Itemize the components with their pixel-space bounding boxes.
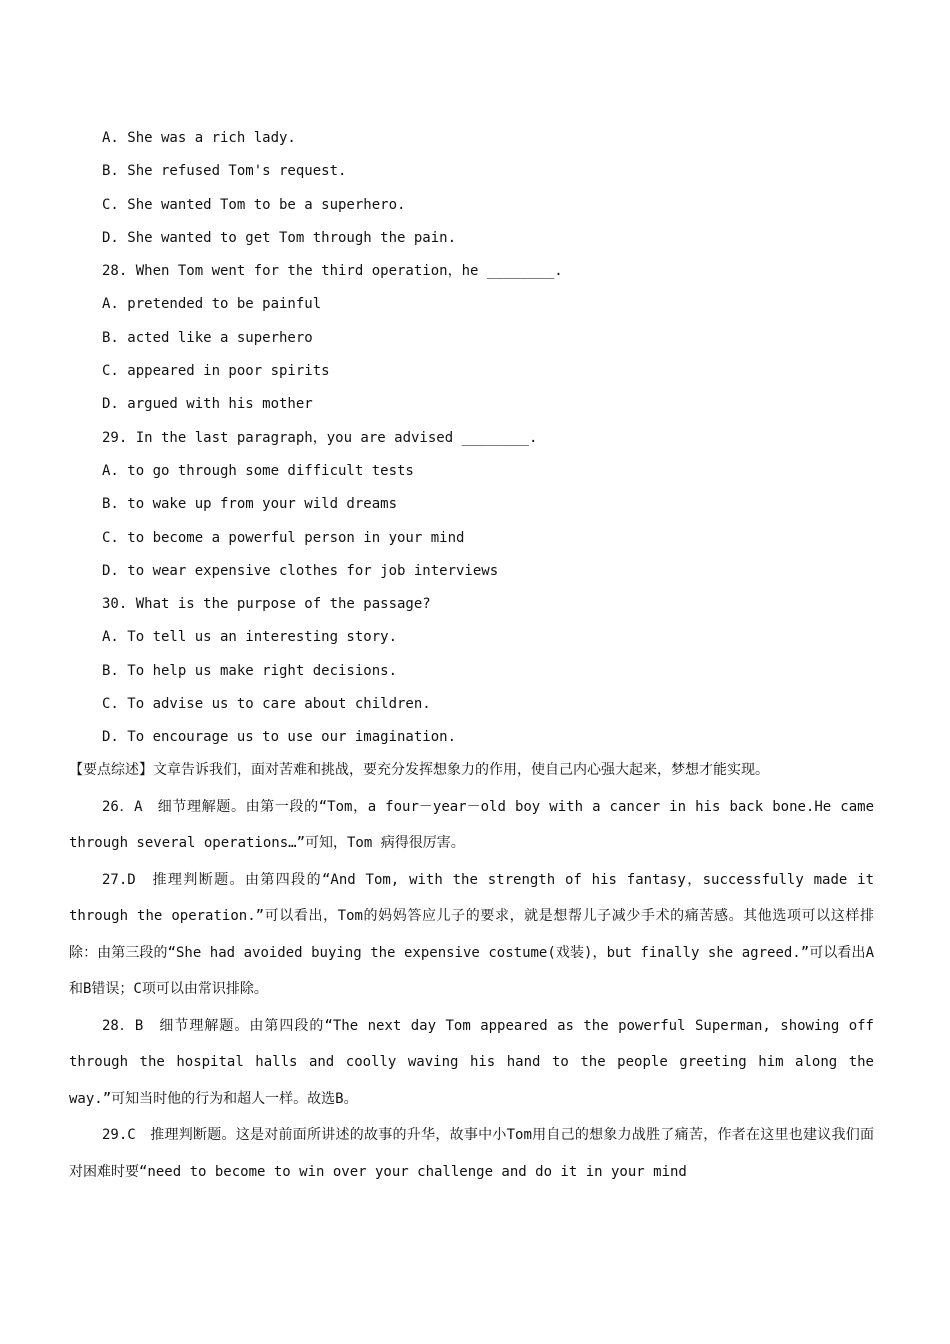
summary-text: 文章告诉我们，面对苦难和挑战，要充分发挥想象力的作用，使自己内心强大起来，梦想才能实现。	[153, 762, 769, 778]
question-30: 30. What is the purpose of the passage?	[102, 596, 431, 613]
option-line: D. argued with his mother	[102, 396, 313, 413]
option-line: C. She wanted Tom to be a superhero.	[102, 196, 406, 213]
summary-heading: 【要点综述】	[69, 762, 153, 778]
option-line: B. To help us make right decisions.	[102, 662, 398, 679]
option-line: B. acted like a superhero	[102, 329, 313, 346]
question-29: 29. In the last paragraph，you are advised ________.	[102, 429, 538, 446]
option-line: D. To encourage us to use our imagination.	[102, 729, 457, 746]
option-line: C. to become a powerful person in your mind	[102, 529, 465, 546]
answer-28: 28．B 细节理解题。由第四段的“The next day Tom appeared as the powerful Superman, showing off through the hospital halls and coolly waving his hand to the people greeting him along the way.”可知当时他的行为和超人一样。故选B。	[69, 1017, 874, 1107]
option-line: A. pretended to be painful	[102, 296, 322, 313]
option-line: A. She was a rich lady.	[102, 130, 296, 146]
answer-explanations	[69, 752, 874, 1190]
option-line: A. To tell us an interesting story.	[102, 629, 398, 646]
answer-27: 27.D 推理判断题。由第四段的“And Tom, with the strength of his fantasy，successfully made it through the operation.”可以看出，Tom的妈妈答应儿子的要求，就是想帮儿子减少手术的痛苦感。其他选项可以这样排除：由第三段的“She had avoided buying the expensive costume(戏装)，but finally she agreed.”可以看出A和B错误；C项可以由常识排除。	[69, 871, 874, 997]
option-line: D. to wear expensive clothes for job interviews	[102, 562, 499, 579]
question-options-block	[102, 122, 882, 755]
question-28: 28. When Tom went for the third operation，he ________.	[102, 263, 563, 280]
option-line: B. to wake up from your wild dreams	[102, 496, 398, 513]
answer-29: 29.C 推理判断题。这是对前面所讲述的故事的升华，故事中小Tom用自己的想象力战胜了痛苦，作者在这里也建议我们面对困难时要“need to become to win over your challenge and do it in your mind	[69, 1127, 874, 1180]
summary-paragraph	[69, 752, 874, 789]
option-line: C. appeared in poor spirits	[102, 363, 330, 380]
option-line: C. To advise us to care about children.	[102, 696, 431, 713]
option-line: A. to go through some difficult tests	[102, 462, 414, 479]
option-line: B. She refused Tom's request.	[102, 163, 347, 180]
option-line: D. She wanted to get Tom through the pain.	[102, 229, 457, 246]
answer-26: 26．A 细节理解题。由第一段的“Tom，a four－year－old boy with a cancer in his back bone.He came through several operations…”可知，Tom 病得很厉害。	[69, 798, 874, 851]
